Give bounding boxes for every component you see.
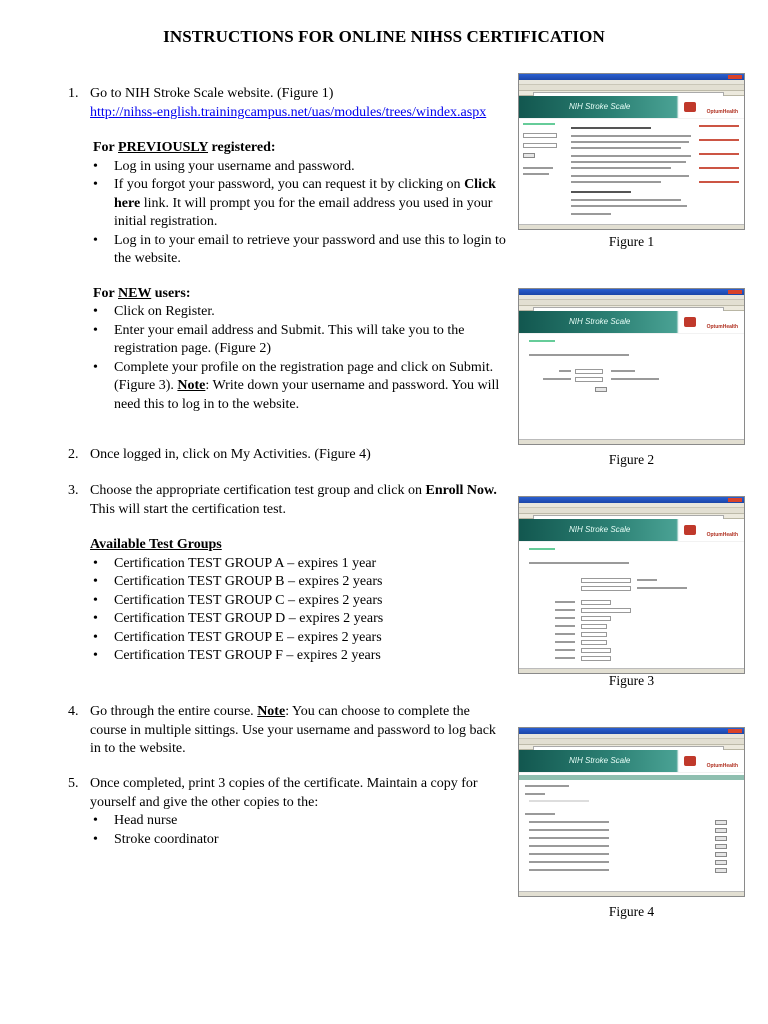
list-item: • Certification TEST GROUP E – expires 2 years <box>93 629 508 648</box>
previously-registered-heading: For PREVIOUSLY registered: <box>93 140 276 155</box>
step-1 <box>68 85 508 414</box>
list-item: • Complete your profile on the registration page and click on Submit. (Figure 3). Note: Write down your username and password. You will need this to log in to the website. <box>93 359 508 415</box>
list-item: • Enter your email address and Submit. This will take you to the registration page. (Figure 2) <box>93 322 508 359</box>
figure-3-caption: Figure 3 <box>608 673 655 688</box>
list-item: • If you forgot your password, you can request it by clicking on Click here link. It will prompt you for the email address you used in your initial registration. <box>93 176 508 232</box>
figure-3-screenshot: NIH Stroke Scale OptumHealth <box>518 496 745 674</box>
list-item: • Certification TEST GROUP F – expires 2 years <box>93 647 508 666</box>
click-here-label: Click here <box>114 177 496 211</box>
step-5-text: Once completed, print 3 copies of the certificate. Maintain a copy for yourself and give the other copies to the: <box>90 776 478 810</box>
logo-icon <box>684 102 696 112</box>
figure-2-screenshot: NIH Stroke Scale OptumHealth <box>518 288 745 445</box>
figure-4-screenshot: NIH Stroke Scale OptumHealth <box>518 727 745 897</box>
figure-1-caption: Figure 1 <box>608 234 655 249</box>
step-number: 1. <box>68 86 79 101</box>
step-2-text: Once logged in, click on My Activities. (Figure 4) <box>90 447 371 462</box>
new-users-heading: For NEW users: <box>93 285 191 301</box>
list-item: • Log in to your email to retrieve your password and use this to login to the website. <box>93 232 508 269</box>
list-item: • Log in using your username and password. <box>93 158 508 177</box>
step-4-text: Go through the entire course. Note: You can choose to complete the course in multiple sittings. Use your username and password to log back in to the website. <box>90 704 496 756</box>
new-users-list <box>93 303 508 414</box>
step-5 <box>68 775 508 849</box>
step-1-text: Go to NIH Stroke Scale website. (Figure 1) <box>90 86 334 101</box>
step-3-text: Choose the appropriate certification test group and click on Enroll Now. This will start the certification test. <box>90 483 497 517</box>
figure-4-caption: Figure 4 <box>608 904 655 919</box>
list-item: • Certification TEST GROUP B – expires 2 years <box>93 573 508 592</box>
step-4 <box>68 703 508 759</box>
step-number: 3. <box>68 483 79 498</box>
list-item: • Head nurse <box>93 812 508 831</box>
nihss-banner: NIH Stroke Scale OptumHealth <box>519 96 744 118</box>
step-number: 2. <box>68 447 79 462</box>
step-3 <box>68 482 508 666</box>
list-item: • Certification TEST GROUP A – expires 1 year <box>93 555 508 574</box>
list-item: • Click on Register. <box>93 303 508 322</box>
test-groups-list <box>93 555 508 666</box>
figure-2-caption: Figure 2 <box>608 452 655 467</box>
test-groups-heading: Available Test Groups <box>90 537 222 552</box>
list-item: • Certification TEST GROUP D – expires 2 years <box>93 610 508 629</box>
recipients-list <box>93 812 508 849</box>
step-number: 4. <box>68 704 79 719</box>
list-item: • Stroke coordinator <box>93 831 508 850</box>
nihss-website-link[interactable]: http://nihss-english.trainingcampus.net/uas/modules/trees/windex.aspx <box>90 104 487 120</box>
figure-1-screenshot <box>518 73 745 230</box>
step-number: 5. <box>68 776 79 791</box>
step-2 <box>68 446 508 465</box>
previously-registered-list <box>93 158 508 269</box>
page-title: INSTRUCTIONS FOR ONLINE NIHSS CERTIFICATION <box>163 27 605 46</box>
list-item: • Certification TEST GROUP C – expires 2 years <box>93 592 508 611</box>
